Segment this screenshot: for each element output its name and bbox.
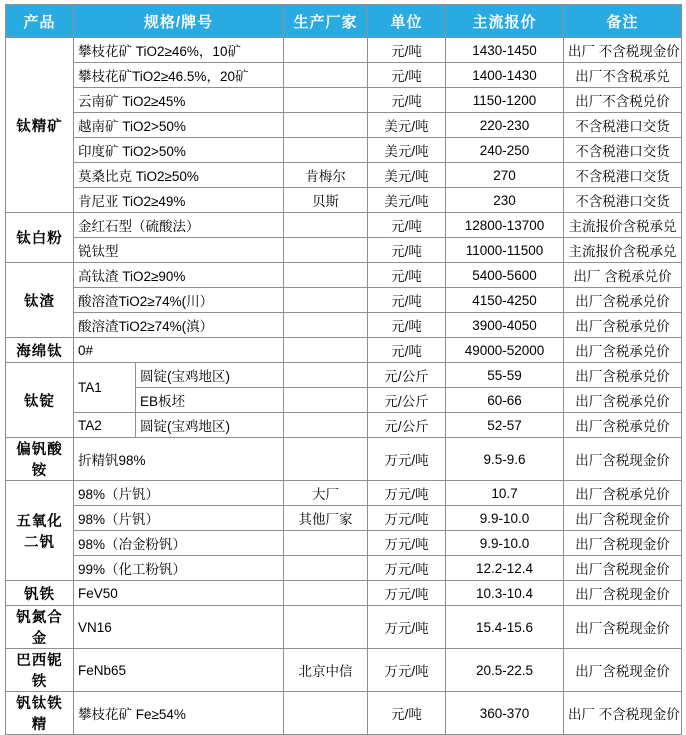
cell-maker bbox=[284, 138, 368, 163]
cell-spec: VN16 bbox=[74, 606, 284, 649]
table-row bbox=[6, 213, 682, 238]
table-row bbox=[6, 413, 682, 438]
cell-maker bbox=[284, 213, 368, 238]
table-row bbox=[6, 88, 682, 113]
cell-product: 钒钛铁精 bbox=[6, 692, 74, 735]
cell-remark: 出厂含税承兑价 bbox=[564, 288, 682, 313]
cell-spec-detail: 圆锭(宝鸡地区) bbox=[136, 363, 284, 388]
table-row bbox=[6, 481, 682, 506]
cell-unit: 元/吨 bbox=[368, 88, 446, 113]
cell-spec-detail: EB板坯 bbox=[136, 388, 284, 413]
cell-unit: 元/吨 bbox=[368, 692, 446, 735]
cell-unit: 元/吨 bbox=[368, 238, 446, 263]
table-row bbox=[6, 313, 682, 338]
cell-remark: 出厂含税现金价 bbox=[564, 438, 682, 481]
cell-maker bbox=[284, 313, 368, 338]
cell-price: 220-230 bbox=[446, 113, 564, 138]
header-spec: 规格/牌号 bbox=[74, 5, 284, 38]
cell-unit: 元/公斤 bbox=[368, 363, 446, 388]
table-row bbox=[6, 38, 682, 63]
cell-unit: 美元/吨 bbox=[368, 188, 446, 213]
cell-product: 钒铁 bbox=[6, 581, 74, 606]
cell-maker bbox=[284, 581, 368, 606]
cell-maker bbox=[284, 692, 368, 735]
table-row bbox=[6, 363, 682, 388]
table-row bbox=[6, 113, 682, 138]
cell-product: 偏钒酸铵 bbox=[6, 438, 74, 481]
cell-unit: 元/吨 bbox=[368, 313, 446, 338]
cell-spec: 0# bbox=[74, 338, 284, 363]
cell-remark: 出厂不含税兑价 bbox=[564, 88, 682, 113]
cell-price: 12.2-12.4 bbox=[446, 556, 564, 581]
cell-unit: 万元/吨 bbox=[368, 438, 446, 481]
table-row bbox=[6, 531, 682, 556]
table-row bbox=[6, 138, 682, 163]
cell-maker bbox=[284, 263, 368, 288]
cell-price: 10.7 bbox=[446, 481, 564, 506]
cell-maker bbox=[284, 388, 368, 413]
cell-spec-detail: 圆锭(宝鸡地区) bbox=[136, 413, 284, 438]
cell-price: 1400-1430 bbox=[446, 63, 564, 88]
cell-unit: 万元/吨 bbox=[368, 581, 446, 606]
cell-unit: 元/公斤 bbox=[368, 388, 446, 413]
cell-price: 360-370 bbox=[446, 692, 564, 735]
cell-price: 4150-4250 bbox=[446, 288, 564, 313]
cell-remark: 出厂含税承兑价 bbox=[564, 338, 682, 363]
cell-price: 5400-5600 bbox=[446, 263, 564, 288]
cell-unit: 万元/吨 bbox=[368, 606, 446, 649]
cell-unit: 万元/吨 bbox=[368, 649, 446, 692]
cell-remark: 不含税港口交货 bbox=[564, 163, 682, 188]
cell-remark: 出厂含税现金价 bbox=[564, 606, 682, 649]
cell-maker: 北京中信 bbox=[284, 649, 368, 692]
cell-price: 1430-1450 bbox=[446, 38, 564, 63]
cell-unit: 美元/吨 bbox=[368, 113, 446, 138]
cell-remark: 不含税港口交货 bbox=[564, 138, 682, 163]
cell-maker bbox=[284, 363, 368, 388]
cell-remark: 出厂 含税承兑价 bbox=[564, 263, 682, 288]
cell-maker bbox=[284, 88, 368, 113]
table-row bbox=[6, 556, 682, 581]
header-product: 产品 bbox=[6, 5, 74, 38]
cell-spec-grade: TA2 bbox=[74, 413, 136, 438]
header-maker: 生产厂家 bbox=[284, 5, 368, 38]
cell-spec: 肯尼亚 TiO2≥49% bbox=[74, 188, 284, 213]
cell-maker bbox=[284, 338, 368, 363]
cell-unit: 元/吨 bbox=[368, 288, 446, 313]
cell-remark: 出厂含税承兑价 bbox=[564, 363, 682, 388]
cell-spec: 锐钛型 bbox=[74, 238, 284, 263]
table-header-row bbox=[6, 5, 682, 38]
table-row bbox=[6, 506, 682, 531]
cell-price: 52-57 bbox=[446, 413, 564, 438]
cell-unit: 元/吨 bbox=[368, 38, 446, 63]
cell-maker bbox=[284, 413, 368, 438]
cell-unit: 美元/吨 bbox=[368, 138, 446, 163]
cell-remark: 出厂含税现金价 bbox=[564, 581, 682, 606]
cell-price: 9.9-10.0 bbox=[446, 531, 564, 556]
cell-remark: 出厂不含税承兑 bbox=[564, 63, 682, 88]
cell-remark: 不含税港口交货 bbox=[564, 113, 682, 138]
cell-spec: 98%（片钒） bbox=[74, 481, 284, 506]
cell-maker bbox=[284, 38, 368, 63]
cell-price: 270 bbox=[446, 163, 564, 188]
cell-product: 钛渣 bbox=[6, 263, 74, 338]
table-row bbox=[6, 263, 682, 288]
cell-price: 9.5-9.6 bbox=[446, 438, 564, 481]
cell-maker: 大厂 bbox=[284, 481, 368, 506]
table-row bbox=[6, 338, 682, 363]
cell-unit: 美元/吨 bbox=[368, 163, 446, 188]
cell-product: 钛锭 bbox=[6, 363, 74, 438]
cell-spec: 酸溶渣TiO2≥74%(川） bbox=[74, 288, 284, 313]
cell-unit: 元/吨 bbox=[368, 338, 446, 363]
header-price: 主流报价 bbox=[446, 5, 564, 38]
cell-remark: 出厂含税承兑价 bbox=[564, 481, 682, 506]
table-row bbox=[6, 581, 682, 606]
cell-remark: 不含税港口交货 bbox=[564, 188, 682, 213]
cell-unit: 元/吨 bbox=[368, 213, 446, 238]
cell-maker: 肯梅尔 bbox=[284, 163, 368, 188]
cell-spec: 攀枝花矿TiO2≥46.5%，20矿 bbox=[74, 63, 284, 88]
cell-spec: FeV50 bbox=[74, 581, 284, 606]
table-row bbox=[6, 692, 682, 735]
cell-spec: 莫桑比克 TiO2≥50% bbox=[74, 163, 284, 188]
cell-spec: 云南矿 TiO2≥45% bbox=[74, 88, 284, 113]
cell-maker: 贝斯 bbox=[284, 188, 368, 213]
cell-maker bbox=[284, 531, 368, 556]
table-row bbox=[6, 438, 682, 481]
cell-price: 9.9-10.0 bbox=[446, 506, 564, 531]
cell-spec: FeNb65 bbox=[74, 649, 284, 692]
cell-maker bbox=[284, 63, 368, 88]
cell-maker bbox=[284, 113, 368, 138]
table-body bbox=[6, 38, 682, 735]
cell-remark: 主流报价含税承兑 bbox=[564, 213, 682, 238]
cell-spec: 越南矿 TiO2>50% bbox=[74, 113, 284, 138]
cell-spec: 酸溶渣TiO2≥74%(滇） bbox=[74, 313, 284, 338]
cell-product: 钒氮合金 bbox=[6, 606, 74, 649]
cell-price: 230 bbox=[446, 188, 564, 213]
cell-maker bbox=[284, 238, 368, 263]
header-remark: 备注 bbox=[564, 5, 682, 38]
cell-price: 3900-4050 bbox=[446, 313, 564, 338]
cell-unit: 元/公斤 bbox=[368, 413, 446, 438]
table-row bbox=[6, 606, 682, 649]
cell-unit: 万元/吨 bbox=[368, 556, 446, 581]
cell-price: 55-59 bbox=[446, 363, 564, 388]
cell-remark: 出厂含税承兑价 bbox=[564, 388, 682, 413]
cell-remark: 出厂含税现金价 bbox=[564, 556, 682, 581]
cell-price: 15.4-15.6 bbox=[446, 606, 564, 649]
cell-price: 12800-13700 bbox=[446, 213, 564, 238]
table-row bbox=[6, 188, 682, 213]
cell-unit: 万元/吨 bbox=[368, 506, 446, 531]
table-row bbox=[6, 63, 682, 88]
cell-unit: 元/吨 bbox=[368, 263, 446, 288]
cell-price: 20.5-22.5 bbox=[446, 649, 564, 692]
cell-product: 五氧化二钒 bbox=[6, 481, 74, 581]
cell-remark: 出厂 不含税现金价 bbox=[564, 692, 682, 735]
cell-remark: 出厂 不含税现金价 bbox=[564, 38, 682, 63]
cell-price: 49000-52000 bbox=[446, 338, 564, 363]
cell-remark: 出厂含税现金价 bbox=[564, 506, 682, 531]
table-row bbox=[6, 288, 682, 313]
cell-product: 钛精矿 bbox=[6, 38, 74, 213]
cell-remark: 出厂含税现金价 bbox=[564, 649, 682, 692]
price-table bbox=[5, 4, 682, 735]
cell-product: 钛白粉 bbox=[6, 213, 74, 263]
cell-spec: 攀枝花矿 TiO2≥46%，10矿 bbox=[74, 38, 284, 63]
cell-price: 1150-1200 bbox=[446, 88, 564, 113]
cell-maker bbox=[284, 438, 368, 481]
header-unit: 单位 bbox=[368, 5, 446, 38]
cell-spec: 高钛渣 TiO2≥90% bbox=[74, 263, 284, 288]
cell-spec: 99%（化工粉钒） bbox=[74, 556, 284, 581]
cell-spec: 攀枝花矿 Fe≥54% bbox=[74, 692, 284, 735]
cell-maker bbox=[284, 556, 368, 581]
cell-spec: 折精钒98% bbox=[74, 438, 284, 481]
cell-spec: 98%（片钒） bbox=[74, 506, 284, 531]
cell-remark: 出厂含税承兑价 bbox=[564, 313, 682, 338]
cell-remark: 出厂含税承兑价 bbox=[564, 413, 682, 438]
cell-maker bbox=[284, 606, 368, 649]
cell-remark: 主流报价含税承兑 bbox=[564, 238, 682, 263]
cell-maker bbox=[284, 288, 368, 313]
cell-spec: 印度矿 TiO2>50% bbox=[74, 138, 284, 163]
cell-unit: 万元/吨 bbox=[368, 531, 446, 556]
table-header bbox=[6, 5, 682, 38]
cell-unit: 万元/吨 bbox=[368, 481, 446, 506]
table-row bbox=[6, 238, 682, 263]
cell-unit: 元/吨 bbox=[368, 63, 446, 88]
cell-price: 11000-11500 bbox=[446, 238, 564, 263]
cell-price: 10.3-10.4 bbox=[446, 581, 564, 606]
cell-product: 巴西铌铁 bbox=[6, 649, 74, 692]
table-row bbox=[6, 649, 682, 692]
cell-spec-grade: TA1 bbox=[74, 363, 136, 413]
cell-product: 海绵钛 bbox=[6, 338, 74, 363]
cell-spec: 98%（冶金粉钒） bbox=[74, 531, 284, 556]
cell-maker: 其他厂家 bbox=[284, 506, 368, 531]
cell-price: 60-66 bbox=[446, 388, 564, 413]
cell-spec: 金红石型（硫酸法） bbox=[74, 213, 284, 238]
table-row bbox=[6, 163, 682, 188]
cell-remark: 出厂含税现金价 bbox=[564, 531, 682, 556]
cell-price: 240-250 bbox=[446, 138, 564, 163]
